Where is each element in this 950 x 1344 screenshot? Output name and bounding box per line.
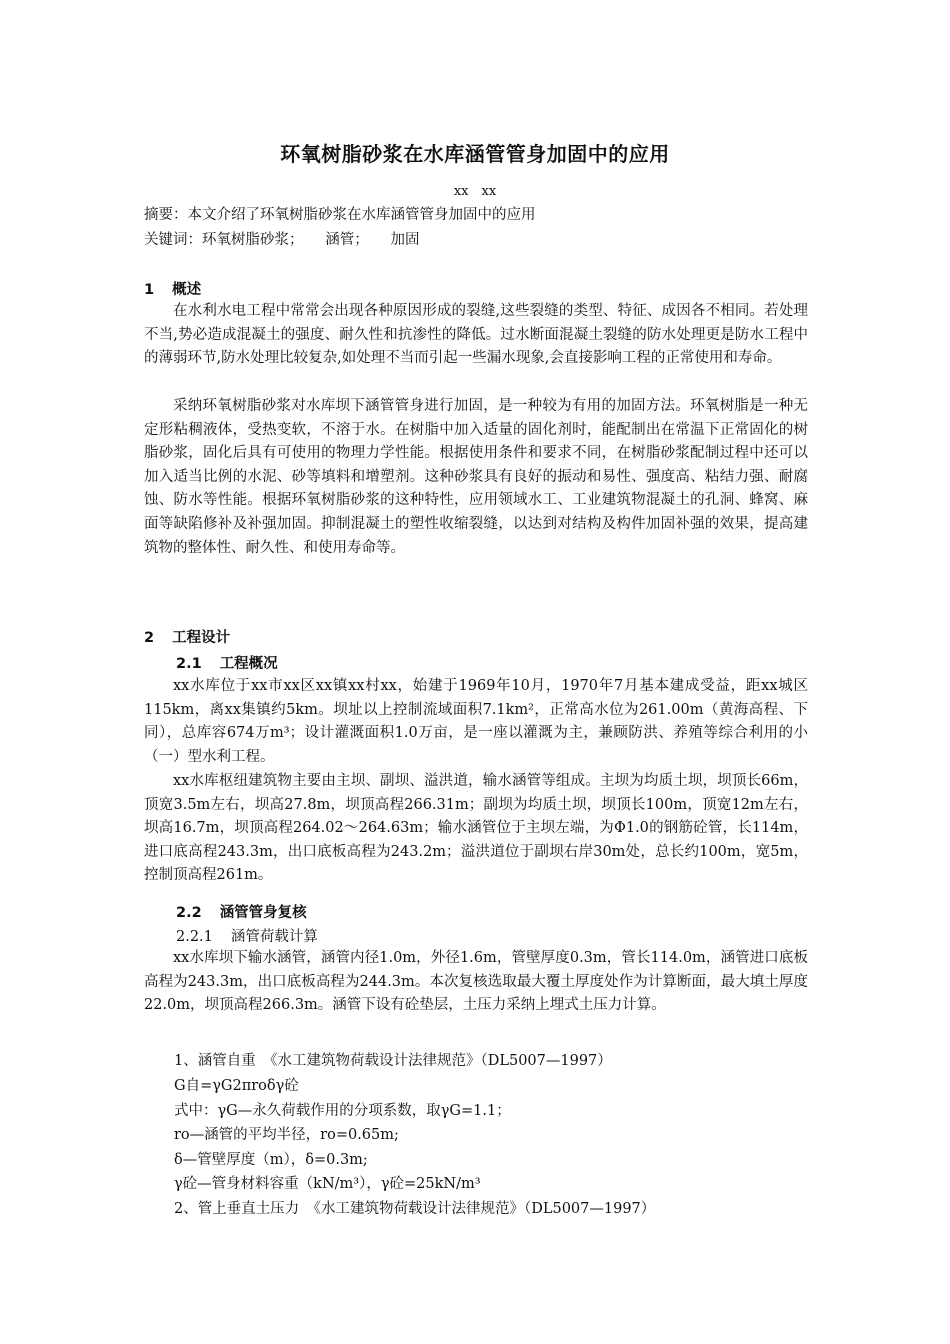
section-2-2-1-paragraph: xx水库坝下输水涵管，涵管内径1.0m，外径1.6m，管壁厚度0.3m，管长114.0m，涵管进口底板高程为243.3m，出口底板高程为244.3m。本次复核选取最大覆土厚度处作为计算断面，最大填土厚度22.0m，坝顶高程266.3m。涵管下设有砼垫层，土压力采纳上埋式土压力计算。 (144, 950, 808, 1014)
subsection-number: 2.2 (176, 905, 202, 921)
section-title: 工程设计 (172, 630, 231, 646)
formula-line-1: 1、涵管自重 《水工建筑物荷载设计法律规范》（DL5007—1997） (174, 1053, 612, 1069)
section-2-1-paragraph-2: xx水库枢纽建筑物主要由主坝、副坝、溢洪道，输水涵管等组成。主坝为均质土坝，坝顶长66m，顶宽3.5m左右，坝高27.8m，坝顶高程266.31m；副坝为均质土坝，坝顶长100m，顶宽12m左右，坝高16.7m，坝顶高程264.02～264.63m；输水涵管位于主坝左端，为Φ1.0的钢筋砼管，长114m，进口底高程243.3m，出口底板高程为243.2m；溢洪道位于副坝右岸30m处，总长约100m，宽5m，控制顶高程261m。 (144, 773, 808, 884)
section-2-1-heading (176, 652, 278, 673)
subsubsection-title: 涵管荷载计算 (230, 929, 318, 945)
section-title: 概述 (172, 282, 202, 298)
subsection-number: 2.1 (176, 656, 202, 672)
subsubsection-number: 2.2.1 (176, 929, 213, 945)
document-title: 环氧树脂砂浆在水库涵管管身加固中的应用 (280, 142, 670, 166)
section-2-1-paragraph-1: xx水库位于xx市xx区xx镇xx村xx，始建于1969年10月，1970年7月基本建成受益，距xx城区115km，离xx集镇约5km。坝址以上控制流域面积7.1km²，正常高水位为261.00m（黄海高程、下同），总库容674万m³；设计灌溉面积1.0万亩，是一座以灌溉为主，兼顾防洪、养殖等综合利用的小（一）型水利工程。 (144, 678, 808, 765)
section-1-paragraph-1: 在水利水电工程中常常会出现各种原因形成的裂缝,这些裂缝的类型、特征、成因各不相同。若处理不当,势必造成混凝土的强度、耐久性和抗渗性的降低。过水断面混凝土裂缝的防水处理更是防水工程中的薄弱环节,防水处理比较复杂,如处理不当而引起一些漏水现象,会直接影响工程的正常使用和寿命。 (144, 303, 808, 367)
formula-line-6: γ砼—管身材料容重（kN/m³），γ砼=25kN/m³ (174, 1176, 481, 1192)
section-number: 1 (144, 282, 155, 298)
section-2-heading (144, 626, 230, 647)
section-number: 2 (144, 630, 155, 646)
formula-line-4: ro—涵管的平均半径，ro=0.65m; (174, 1127, 399, 1143)
section-2-2-heading (176, 901, 307, 922)
section-1-paragraph-2: 采纳环氧树脂砂浆对水库坝下涵管管身进行加固，是一种较为有用的加固方法。环氧树脂是一种无定形粘稠液体，受热变软，不溶于水。在树脂中加入适量的固化剂时，能配制出在常温下正常固化的树脂砂浆，固化后具有可使用的物理力学性能。根据使用条件和要求不同，在树脂砂浆配制过程中还可以加入适当比例的水泥、砂等填料和增塑剂。这种砂浆具有良好的振动和易性、强度高、粘结力强、耐腐蚀、防水等性能。根据环氧树脂砂浆的这种特性，应用领域水工、工业建筑物混凝土的孔洞、蜂窝、麻面等缺陷修补及补强加固。抑制混凝土的塑性收缩裂缝，以达到对结构及构件加固补强的效果，提高建筑物的整体性、耐久性、和使用寿命等。 (144, 398, 808, 556)
keywords: 关键词：环氧树脂砂浆； 涵管； 加固 (144, 232, 420, 248)
subsection-title: 涵管管身复核 (219, 905, 307, 921)
subsection-title: 工程概况 (219, 656, 278, 672)
abstract: 摘要：本文介绍了环氧树脂砂浆在水库涵管管身加固中的应用 (144, 207, 536, 223)
section-1-heading (144, 278, 201, 299)
section-2-2-1-heading (176, 925, 318, 946)
formula-line-3: 式中：γG—永久荷载作用的分项系数，取γG=1.1； (174, 1103, 511, 1119)
formula-line-7: 2、管上垂直土压力 《水工建筑物荷载设计法律规范》（DL5007—1997） (174, 1201, 656, 1217)
formula-line-5: δ—管壁厚度（m），δ=0.3m; (174, 1152, 368, 1168)
authors: xx xx (453, 184, 497, 199)
formula-line-2: G自=γG2πroδγ砼 (174, 1078, 299, 1094)
